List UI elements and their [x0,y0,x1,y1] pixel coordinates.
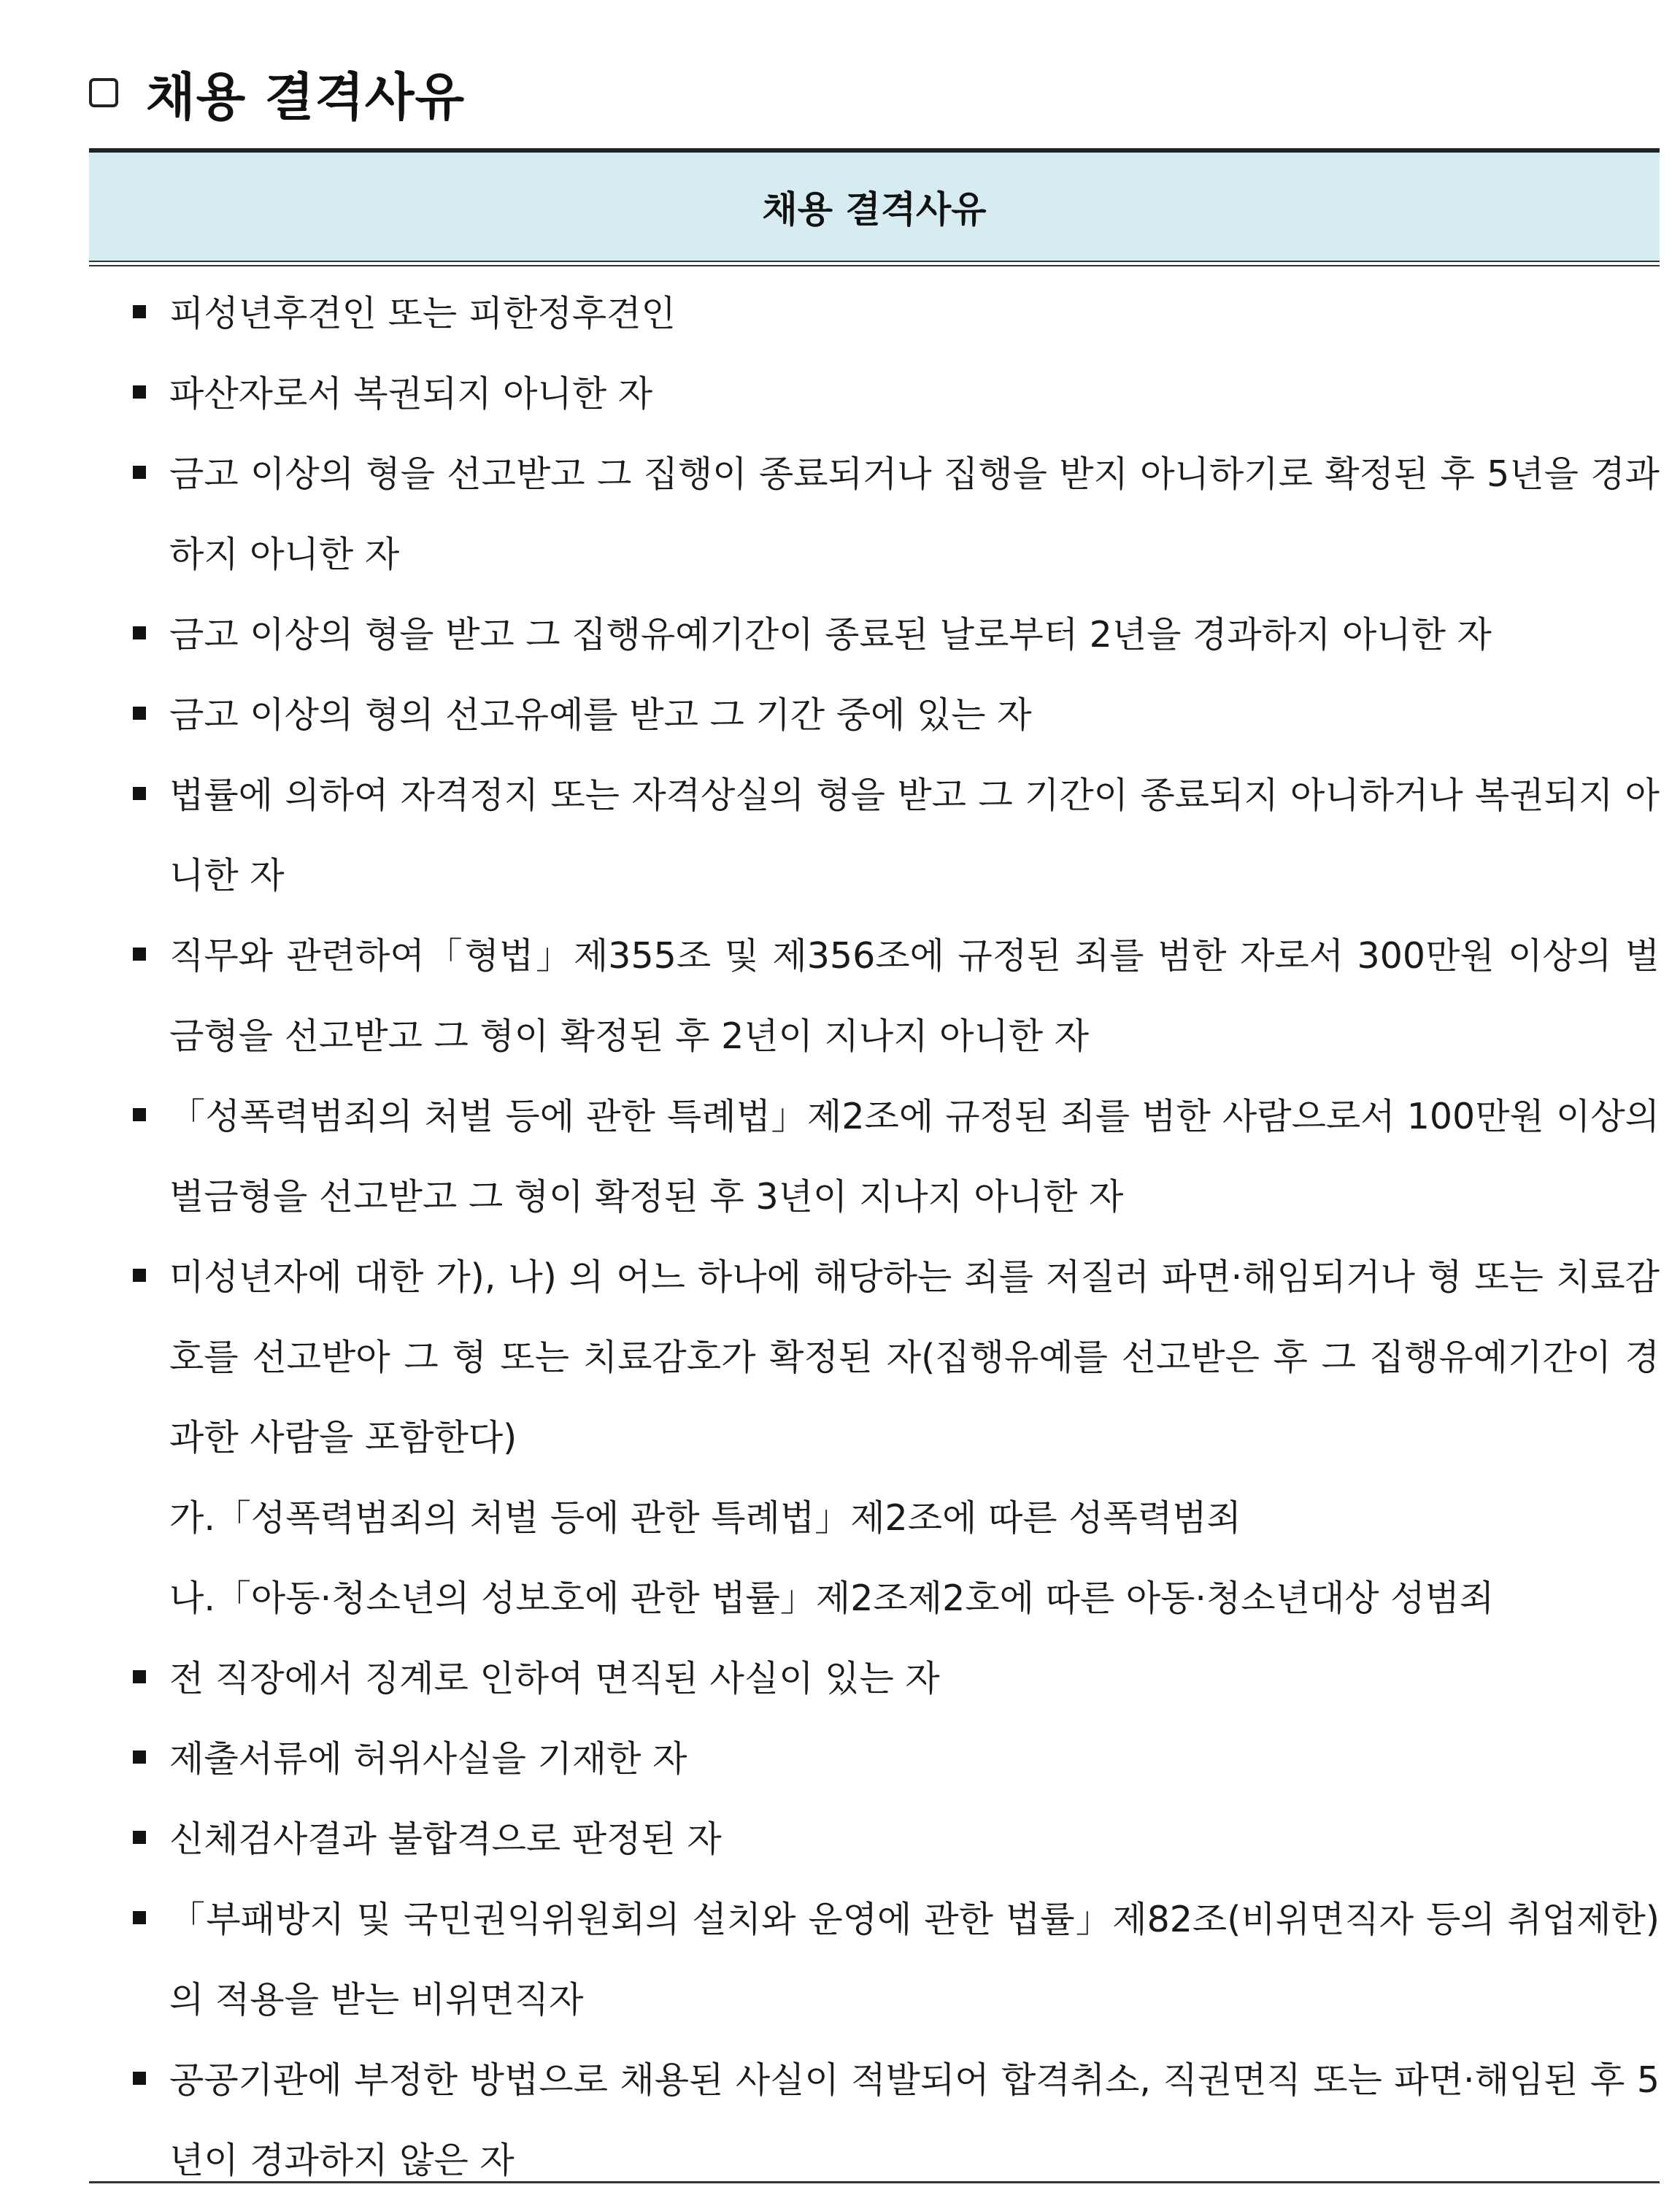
list-item: 금고 이상의 형의 선고유예를 받고 그 기간 중에 있는 자 [89,675,1660,756]
disqualification-list [89,274,1660,2201]
page-title: 채용 결격사유 [146,66,466,127]
table-bottom-rule [89,2181,1660,2183]
list-item: 피성년후견인 또는 피한정후견인 [89,274,1660,354]
list-item: 「성폭력범죄의 처벌 등에 관한 특례법」제2조에 규정된 죄를 범한 사람으로서 100만원 이상의 벌금형을 선고받고 그 형이 확정된 후 3년이 지나지 아니한 자 [89,1077,1660,1237]
list-item: 「부패방지 및 국민권익위원회의 설치와 운영에 관한 법률」제82조(비위면직자 등의 취업제한)의 적용을 받는 비위면직자 [89,1880,1660,2040]
list-item: 미성년자에 대한 가), 나) 의 어느 하나에 해당하는 죄를 저질러 파면·해임되거나 형 또는 치료감호를 선고받아 그 형 또는 치료감호가 확정된 자(집행유예를 선고받은 후 그 집행유예기간이 경과한 사람을 포함한다) [89,1237,1660,1478]
list-item: 법률에 의하여 자격정지 또는 자격상실의 형을 받고 그 기간이 종료되지 아니하거나 복권되지 아니한 자 [89,756,1660,916]
header-divider [89,261,1660,266]
page-heading [89,53,465,133]
table-header: 채용 결격사유 [89,153,1660,261]
list-item: 공공기관에 부정한 방법으로 채용된 사실이 적발되어 합격취소, 직권면직 또는 파면·해임된 후 5년이 경과하지 않은 자 [89,2040,1660,2201]
sub-item: 가.「성폭력범죄의 처벌 등에 관한 특례법」제2조에 따른 성폭력범죄 [169,1497,1241,1539]
list-item: 금고 이상의 형을 받고 그 집행유예기간이 종료된 날로부터 2년을 경과하지 아니한 자 [89,595,1660,675]
list-item: 직무와 관련하여「형법」제355조 및 제356조에 규정된 죄를 범한 자로서 300만원 이상의 벌금형을 선고받고 그 형이 확정된 후 2년이 지나지 아니한 자 [89,916,1660,1077]
checkbox-icon [89,78,118,107]
sub-item: 나.「아동·청소년의 성보호에 관한 법률」제2조제2호에 따른 아동·청소년대상 성범죄 [169,1577,1495,1619]
list-item: 제출서류에 허위사실을 기재한 자 [89,1719,1660,1799]
list-item: 전 직장에서 징계로 인하여 면직된 사실이 있는 자 [89,1639,1660,1719]
list-item: 금고 이상의 형을 선고받고 그 집행이 종료되거나 집행을 받지 아니하기로 확정된 후 5년을 경과하지 아니한 자 [89,434,1660,595]
disqualification-table [89,148,1660,2205]
list-item: 신체검사결과 불합격으로 판정된 자 [89,1799,1660,1880]
list-item: 파산자로서 복권되지 아니한 자 [89,354,1660,434]
